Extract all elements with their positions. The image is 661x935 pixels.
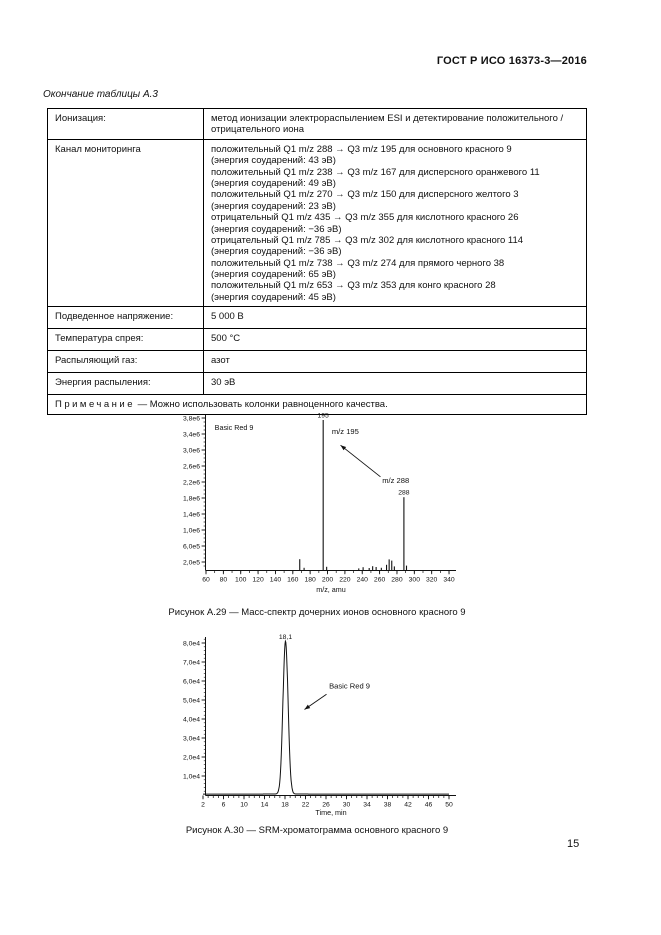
row-label: Распыляющий газ:: [48, 351, 204, 373]
svg-text:60: 60: [202, 576, 210, 584]
svg-text:18: 18: [281, 801, 289, 809]
table-row-ionization: [48, 109, 587, 140]
svg-text:260: 260: [373, 576, 386, 584]
svg-text:14: 14: [260, 801, 269, 809]
monitoring-line: отрицательный Q1 m/z 435 → Q3 m/z 355 для кислотного красного 26: [211, 212, 519, 224]
svg-text:10: 10: [240, 801, 248, 809]
monitoring-line: положительный Q1 m/z 738 → Q3 m/z 274 для прямого черного 38: [211, 257, 505, 269]
row-label: Канал мониторинга: [48, 139, 204, 306]
monitoring-line: (энергия соударений: −36 эВ): [211, 223, 342, 235]
svg-text:1,8e6: 1,8e6: [182, 495, 200, 503]
svg-text:46: 46: [424, 801, 433, 809]
svg-text:2,0e4: 2,0e4: [182, 754, 200, 762]
svg-text:100: 100: [235, 576, 247, 584]
svg-text:50: 50: [445, 801, 453, 809]
svg-text:195: 195: [317, 412, 329, 420]
svg-text:3,0e4: 3,0e4: [182, 735, 200, 743]
table-row-voltage: [48, 307, 587, 329]
monitoring-line: (энергия соударений: 45 эВ): [211, 291, 336, 303]
svg-text:1,0e4: 1,0e4: [182, 773, 200, 781]
figure-a29-caption: Рисунок А.29 — Масс-спектр дочерних ионов основного красного 9: [168, 607, 466, 618]
svg-text:8,0e4: 8,0e4: [182, 640, 200, 648]
svg-text:m/z 288: m/z 288: [382, 475, 410, 485]
svg-text:1,4e6: 1,4e6: [182, 511, 200, 519]
svg-text:280: 280: [391, 576, 403, 584]
svg-text:6,0e4: 6,0e4: [182, 678, 200, 686]
monitoring-line: положительный Q1 m/z 653 → Q3 m/z 353 для конго красного 28: [211, 280, 496, 292]
svg-text:2,6e6: 2,6e6: [182, 463, 200, 471]
svg-text:Time, min: Time, min: [315, 808, 347, 816]
svg-text:2: 2: [201, 801, 205, 809]
svg-text:7,0e4: 7,0e4: [182, 659, 200, 667]
svg-text:300: 300: [408, 576, 420, 584]
svg-text:6: 6: [221, 801, 226, 809]
svg-text:140: 140: [269, 576, 282, 584]
svg-text:3,0e6: 3,0e6: [182, 447, 200, 455]
svg-text:3,4e6: 3,4e6: [182, 431, 200, 439]
svg-text:2,2e6: 2,2e6: [182, 479, 200, 487]
svg-text:200: 200: [321, 576, 334, 584]
mass-spectrum-svg: [165, 410, 470, 607]
document-header: ГОСТ Р ИСО 16373-3—2016: [436, 55, 587, 67]
monitoring-line: положительный Q1 m/z 270 → Q3 m/z 150 для дисперсного желтого 3: [211, 189, 519, 201]
svg-text:22: 22: [301, 801, 310, 809]
monitoring-line: (энергия соударений: 43 эВ): [211, 155, 336, 167]
chromatogram-chart: [165, 630, 470, 816]
note-label: Примечание: [55, 399, 135, 411]
monitoring-line: положительный Q1 m/z 288 → Q3 m/z 195 для основного красного 9: [211, 143, 512, 155]
svg-text:1,0e6: 1,0e6: [182, 527, 200, 535]
figure-a30-caption: Рисунок А.30 — SRM-хроматограмма основного красного 9: [185, 825, 449, 836]
row-value: 30 эВ: [204, 373, 587, 395]
svg-text:26: 26: [322, 801, 330, 809]
svg-text:240: 240: [356, 576, 368, 584]
svg-text:160: 160: [287, 576, 299, 584]
chromatogram-svg: [165, 630, 470, 816]
monitoring-line: (энергия соударений: 65 эВ): [211, 269, 336, 281]
svg-text:42: 42: [404, 801, 412, 809]
row-value: [204, 139, 587, 306]
svg-text:38: 38: [383, 801, 392, 809]
svg-text:340: 340: [443, 576, 455, 584]
svg-text:Basic Red 9: Basic Red 9: [214, 423, 254, 432]
svg-text:3,8e6: 3,8e6: [182, 415, 200, 423]
mass-spectrum-chart: [165, 410, 470, 607]
monitoring-line: положительный Q1 m/z 238 → Q3 m/z 167 для дисперсного оранжевого 11: [211, 166, 540, 178]
row-label: Подведенное напряжение:: [48, 307, 204, 329]
svg-text:320: 320: [426, 576, 438, 584]
row-value: 5 000 В: [204, 307, 587, 329]
row-label: Энергия распыления:: [48, 373, 204, 395]
svg-text:Basic Red 9: Basic Red 9: [329, 681, 371, 691]
monitoring-line: (энергия соударений: −36 эВ): [211, 246, 342, 258]
svg-text:6,0e5: 6,0e5: [182, 543, 200, 551]
svg-text:180: 180: [304, 576, 316, 584]
svg-text:5,0e4: 5,0e4: [182, 697, 200, 705]
row-value: метод ионизации электрораспылением ESI и детектирование положительного / отрицательного иона: [204, 109, 587, 140]
table-row-spray-temperature: [48, 329, 587, 351]
table-row-spray-gas: [48, 351, 587, 373]
table-row-spray-energy: [48, 373, 587, 395]
monitoring-line: (энергия соударений: 49 эВ): [211, 177, 336, 189]
svg-text:m/z 195: m/z 195: [331, 427, 359, 436]
svg-text:80: 80: [219, 576, 228, 584]
svg-text:30: 30: [342, 801, 351, 809]
page-number: 15: [567, 838, 580, 850]
note-text: — Можно использовать колонки равноценного качества.: [137, 399, 388, 411]
svg-text:120: 120: [252, 576, 264, 584]
svg-text:220: 220: [339, 576, 351, 584]
row-label: Температура спрея:: [48, 329, 204, 351]
table-row-monitoring-channel: [48, 139, 587, 306]
monitoring-line: отрицательный Q1 m/z 785 → Q3 m/z 302 для кислотного красного 114: [211, 234, 524, 246]
svg-text:288: 288: [398, 489, 410, 497]
svg-text:4,0e4: 4,0e4: [182, 716, 200, 724]
row-label: Ионизация:: [48, 109, 204, 140]
svg-text:m/z, amu: m/z, amu: [316, 585, 346, 594]
svg-text:18,1: 18,1: [278, 634, 293, 642]
parameters-table: [47, 108, 587, 415]
svg-text:34: 34: [363, 801, 371, 809]
row-value: азот: [204, 351, 587, 373]
monitoring-line: (энергия соударений: 23 эВ): [211, 200, 336, 212]
row-value: 500 °C: [204, 329, 587, 351]
table-continuation-label: Окончание таблицы А.3: [43, 89, 158, 100]
svg-text:2,0e5: 2,0e5: [182, 559, 200, 567]
